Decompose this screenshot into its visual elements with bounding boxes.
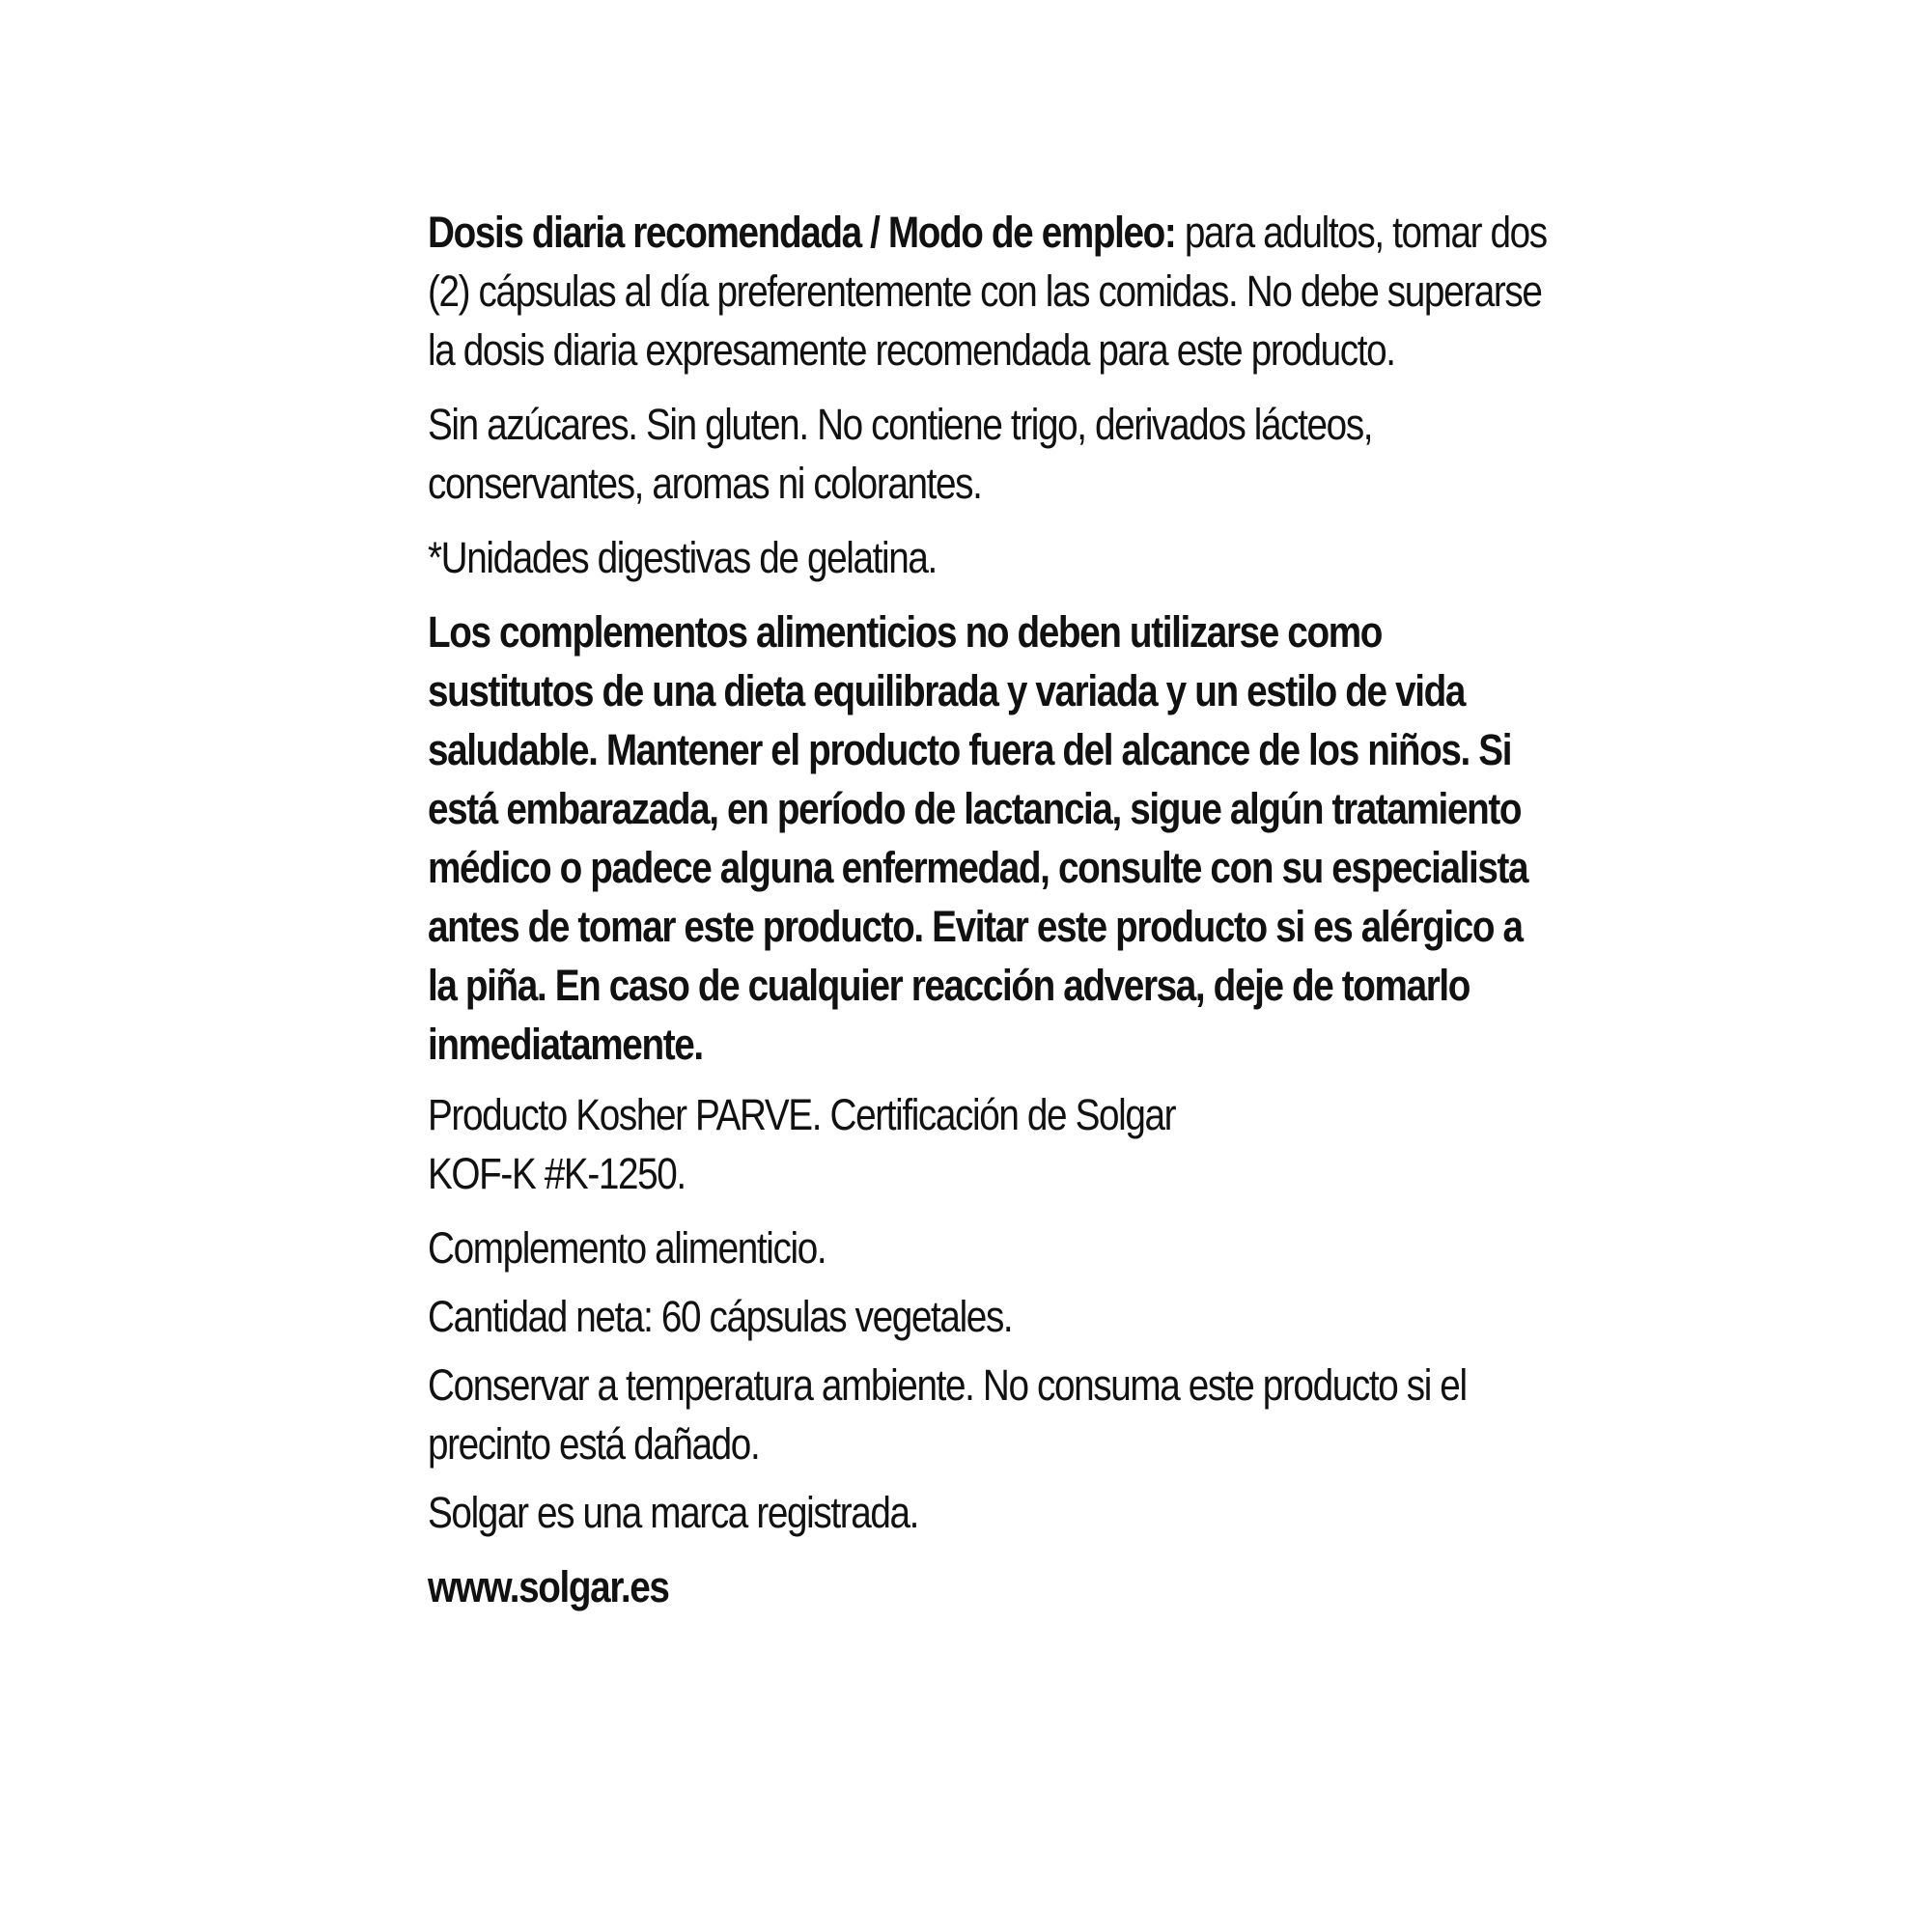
free-from-paragraph: Sin azúcares. Sin gluten. No contiene trigo, derivados lácteos, conservantes, aromas ni colorantes. xyxy=(428,400,1373,508)
label-text-block xyxy=(428,203,1548,1632)
kosher-line-1: Producto Kosher PARVE. Certificación de Solgar xyxy=(428,1090,1176,1139)
warning-paragraph: Los complementos alimenticios no deben utilizarse como sustitutos de una dieta equilibrada y variada y un estilo de vida saludable. Mantener el producto fuera del alcance de los niños. Si está embarazada, en período de lactancia, sigue algún tratamiento médico o padece alguna enfermedad, consulte con su especialista antes de tomar este producto. Evitar este producto si es alérgico a la piña. En caso de cualquier reacción adversa, deje de tomarlo inmediatamente. xyxy=(428,607,1528,1069)
kosher-line-2: KOF-K #K-1250. xyxy=(428,1149,686,1198)
category-paragraph: Complemento alimenticio. xyxy=(428,1223,826,1273)
dosage-paragraph xyxy=(428,203,1548,379)
footnote-paragraph: *Unidades digestivas de gelatina. xyxy=(428,533,937,582)
trademark-paragraph: Solgar es una marca registrada. xyxy=(428,1488,919,1537)
storage-paragraph: Conservar a temperatura ambiente. No consuma este producto si el precinto está dañado. xyxy=(428,1360,1467,1469)
dosage-body: para adultos, tomar dos (2) cápsulas al día preferentemente con las comidas. No debe superarse la dosis diaria expresamente recomendada para este producto. xyxy=(428,208,1547,375)
website-link[interactable]: www.solgar.es xyxy=(428,1562,669,1611)
quantity-paragraph: Cantidad neta: 60 cápsulas vegetales. xyxy=(428,1292,1013,1341)
dosage-heading: Dosis diaria recomendada / Modo de empleo: xyxy=(428,208,1176,257)
kosher-paragraph xyxy=(428,1085,1548,1203)
